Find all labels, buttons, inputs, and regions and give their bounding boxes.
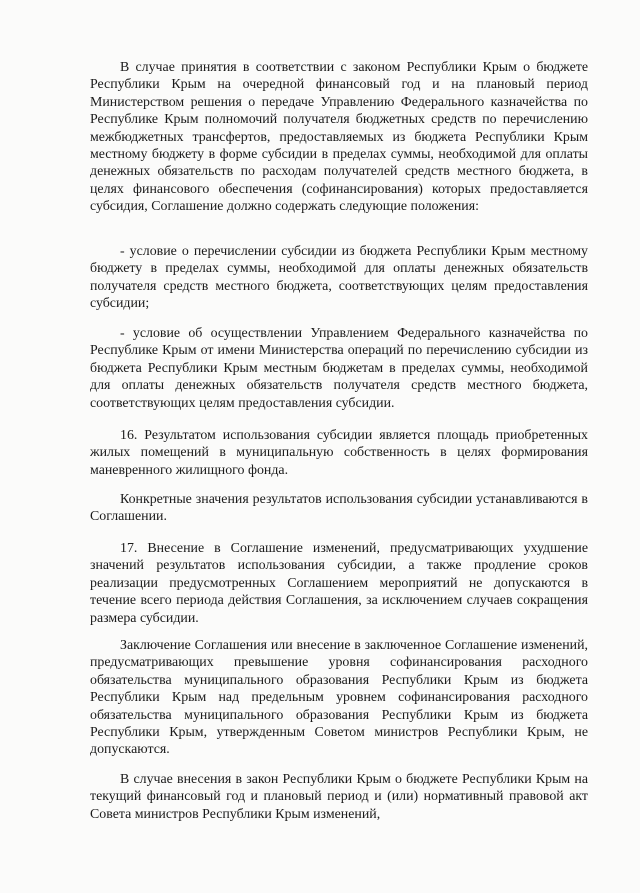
paragraph-item-17 — [90, 540, 588, 627]
paragraph-text: В случае принятия в соответствии с законом Республики Крым о бюджете Республики Крым на очередной финансовый год и на плановый период Министерством решения о передаче Управлению Федерального казначейства по Республике Крым полномочий получателя бюджетных средств по перечислению межбюджетных трансфертов, предоставляемых из бюджета Республики Крым местному бюджету в форме субсидии в пределах суммы, необходимой для оплаты денежных обязательств по расходам получателей средств местного бюджета, в целях финансового обеспечения (софинансирования) которых предоставляется субсидия, Соглашение должно содержать следующие положения: — [90, 60, 588, 215]
paragraph-result-values — [90, 491, 588, 526]
paragraph-text: В случае внесения в закон Республики Крым о бюджете Республики Крым на текущий финансовый год и плановый период и (или) нормативный правовой акт Совета министров Республики Крым изменений, — [90, 772, 588, 822]
paragraph-condition-transfer — [90, 243, 588, 313]
paragraph-law-amendments — [90, 771, 588, 823]
paragraph-text: - условие о перечислении субсидии из бюджета Республики Крым местному бюджету в пределах суммы, необходимой для оплаты денежных обязательств получателя средств местного бюджета, соответствующих целям предоставления субсидии; — [90, 244, 588, 312]
paragraph-cofinancing — [90, 637, 588, 759]
paragraph-text: 16. Результатом использования субсидии является площадь приобретенных жилых помещений в муниципальную собственность в целях формирования маневренного жилищного фонда. — [90, 428, 588, 478]
paragraph-condition-treasury — [90, 325, 588, 412]
paragraph-text: - условие об осуществлении Управлением Федерального казначейства по Республике Крым от имени Министерства операций по перечислению субсидии из бюджета Республики Крым местным бюджетам в пределах суммы, необходимой для оплаты денежных обязательств получателя средств местного бюджета, соответствующих целям предоставления субсидии. — [90, 326, 588, 411]
paragraph-intro — [90, 59, 588, 216]
paragraph-text: Конкретные значения результатов использования субсидии устанавливаются в Соглашении. — [90, 492, 588, 525]
paragraph-text: Заключение Соглашения или внесение в заключенное Соглашение изменений, предусматривающих превышение уровня софинансирования расходного обязательства муниципального образования Республики Крым из бюджета Республики Крым над предельным уровнем софинансирования расходного обязательства муниципального образования Республики Крым из бюджета Республики Крым, утвержденным Советом министров Республики Крым, не допускаются. — [90, 638, 588, 758]
paragraph-text: 17. Внесение в Соглашение изменений, предусматривающих ухудшение значений результатов использования субсидии, а также продление сроков реализации предусмотренных Соглашением мероприятий не допускаются в течение всего периода действия Соглашения, за исключением случаев сокращения размера субсидии. — [90, 541, 588, 626]
paragraph-item-16 — [90, 427, 588, 479]
